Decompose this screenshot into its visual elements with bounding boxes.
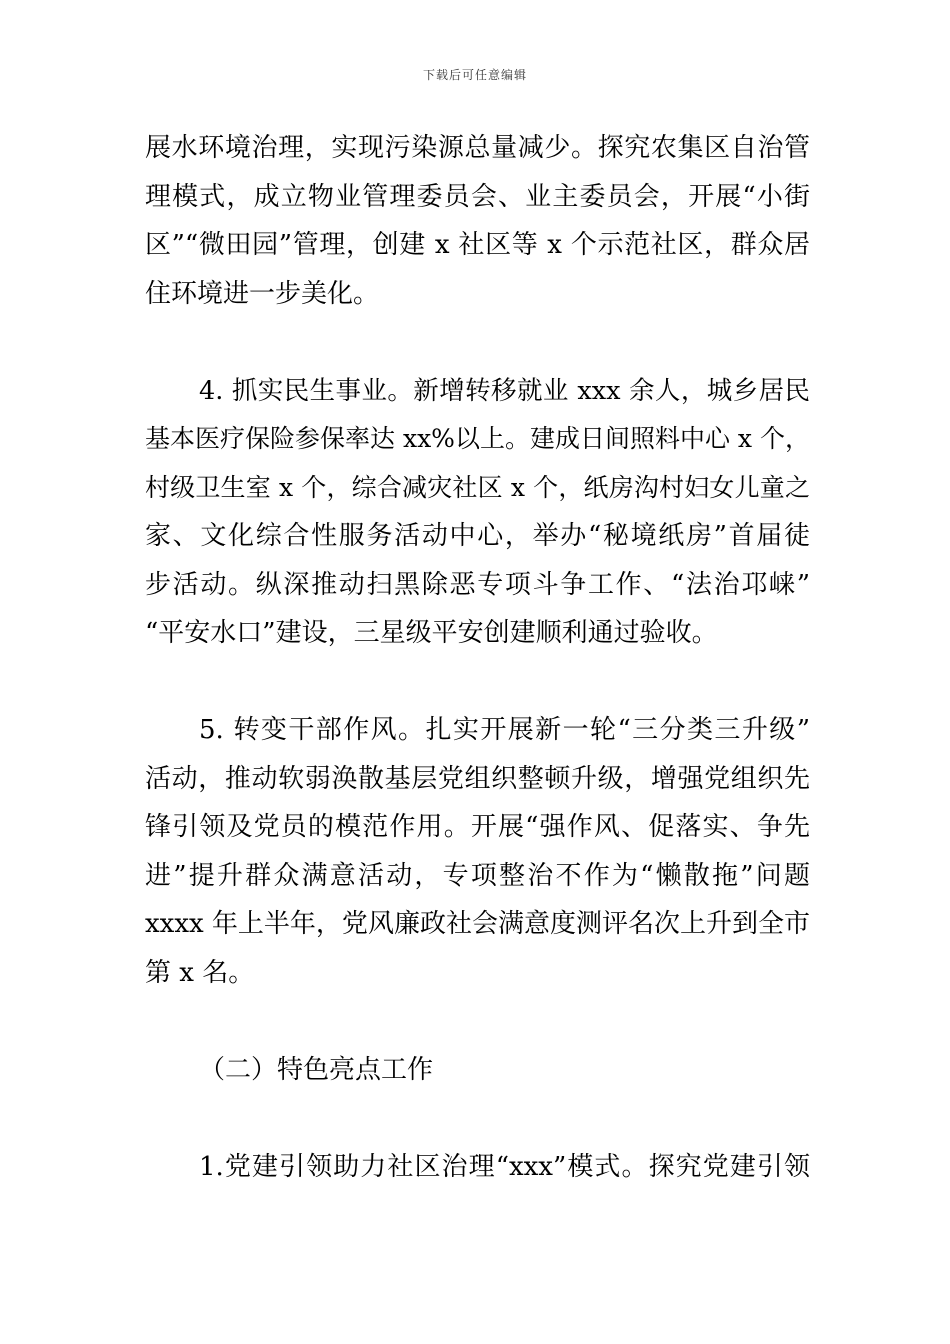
- text-line: 步活动。纵深推动扫黑除恶专项斗争工作、“法治邛崃”: [145, 569, 810, 600]
- text-line: 村级卫生室 x 个，综合减灾社区 x 个，纸房沟村妇女儿童之: [145, 472, 810, 502]
- text-line: 5. 转变干部作风。扎实开展新一轮“三分类三升级”: [199, 715, 810, 745]
- document-body: [145, 124, 810, 1191]
- text-line: 家、文化综合性服务活动中心，举办“秘境纸房”首届徒: [145, 521, 810, 551]
- text-line: 住环境进一步美化。: [145, 278, 380, 309]
- text-line: 进”提升群众满意活动，专项整治不作为“懒散拖”问题: [145, 860, 810, 891]
- text-line: 第 x 名。: [145, 957, 255, 988]
- paragraph-gap: [145, 658, 810, 707]
- paragraph-gap: [145, 997, 810, 1046]
- section-heading: [145, 1046, 810, 1095]
- text-line: 区”“微田园”管理，创建 x 社区等 x 个示范社区，群众居: [145, 230, 810, 260]
- text-line: 基本医疗保险参保率达 xx%以上。建成日间照料中心 x 个，: [145, 424, 810, 453]
- header-note: 下载后可任意编辑: [422, 68, 527, 82]
- paragraph-gap: [145, 1094, 810, 1143]
- text-line: “平安水口”建设，三星级平安创建顺利通过验收。: [145, 618, 718, 648]
- paragraph-5: [145, 1143, 810, 1192]
- text-line: 理模式，成立物业管理委员会、业主委员会，开展“小街: [145, 181, 810, 212]
- text-line: （二）特色亮点工作: [199, 1054, 434, 1085]
- text-line: 活动，推动软弱涣散基层党组织整顿升级，增强党组织先: [145, 763, 810, 794]
- text-line: 锋引领及党员的模范作用。开展“强作风、促落实、争先: [145, 812, 810, 842]
- text-line: 1.党建引领助力社区治理“xxx”模式。探究党建引领: [199, 1151, 810, 1182]
- paragraph-2: [145, 367, 810, 658]
- paragraph-3: [145, 706, 810, 997]
- paragraph-gap: [145, 318, 810, 367]
- text-line: 展水环境治理，实现污染源总量减少。探究农集区自治管: [145, 133, 810, 163]
- paragraph-1: [145, 124, 810, 318]
- text-line: 4. 抓实民生事业。新增转移就业 xxx 余人，城乡居民: [199, 375, 810, 406]
- text-line: xxxx 年上半年，党风廉政社会满意度测评名次上升到全市: [145, 909, 810, 939]
